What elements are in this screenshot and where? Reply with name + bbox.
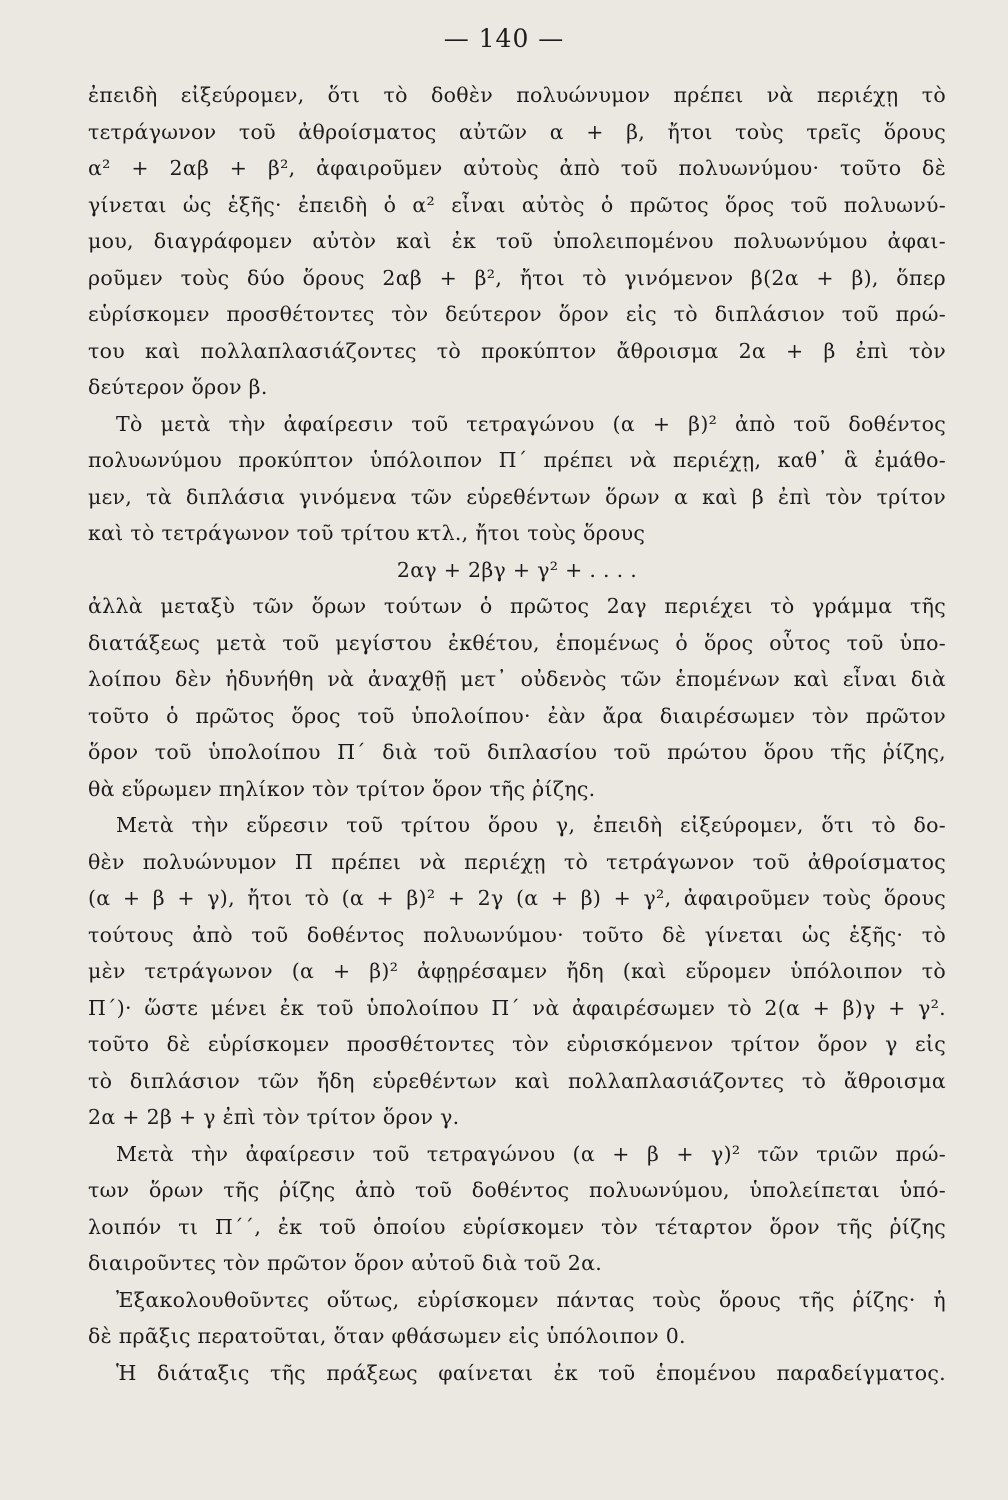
text-line: ὅρον τοῦ ὑπολοίπου Π΄ διὰ τοῦ διπλασίου τοῦ πρώτου ὅρου τῆς ῥίζης, — [88, 740, 946, 764]
text-line: α² + 2αβ + β², ἀφαιροῦμεν αὐτοὺς ἀπὸ τοῦ πολυωνύμου· τοῦτο δὲ — [88, 156, 946, 180]
page-number: — 140 — — [443, 24, 565, 53]
text-line: των ὅρων τῆς ῥίζης ἀπὸ τοῦ δοθέντος πολυωνύμου, ὑπολείπεται ὑπό- — [88, 1178, 946, 1202]
text-line: μὲν τετράγωνον (α + β)² ἀφῃρέσαμεν ἤδη (καὶ εὕρομεν ὑπόλοιπον τὸ — [88, 959, 946, 983]
text-line: τοῦτο δὲ εὑρίσκομεν προσθέτοντες τὸν εὑρισκόμενον τρίτον ὅρον γ εἰς — [88, 1032, 946, 1056]
text-line: θὲν πολυώνυμον Π πρέπει νὰ περιέχῃ τὸ τετράγωνον τοῦ ἀθροίσματος — [88, 849, 946, 874]
text-line: εὑρίσκομεν προσθέτοντες τὸν δεύτερον ὅρον εἰς τὸ διπλάσιον τοῦ πρώ- — [88, 302, 946, 326]
text-line: Π΄)· ὥστε μένει ἐκ τοῦ ὑπολοίπου Π΄ νὰ ἀφαιρέσωμεν τὸ 2(α + β)γ + γ². — [88, 995, 946, 1020]
formula-line: 2αγ + 2βγ + γ² + . . . . — [396, 557, 638, 582]
text-line: λοίπου δὲν ἠδυνήθη νὰ ἀναχθῇ μετ᾽ οὐδενὸς τῶν ἑπομένων καὶ εἶναι διὰ — [88, 667, 946, 691]
paragraph-start-line: Μετὰ τὴν εὕρεσιν τοῦ τρίτου ὅρου γ, ἐπειδὴ εἰξεύρομεν, ὅτι τὸ δο- — [116, 813, 946, 837]
text-line: δὲ πρᾶξις περατοῦται, ὅταν φθάσωμεν εἰς ὑπόλοιπον 0. — [88, 1324, 686, 1348]
text-line: θὰ εὕρωμεν πηλίκον τὸν τρίτον ὅρον τῆς ῥίζης. — [88, 776, 596, 801]
paragraph-start-line: Τὸ μετὰ τὴν ἀφαίρεσιν τοῦ τετραγώνου (α + β)² ἀπὸ τοῦ δοθέντος — [116, 411, 946, 436]
text-line: διατάξεως μετὰ τοῦ μεγίστου ἐκθέτου, ἑπομένως ὁ ὅρος οὗτος τοῦ ὑπο- — [88, 630, 946, 655]
text-line: τοῦτο ὁ πρῶτος ὅρος τοῦ ὑπολοίπου· ἐὰν ἄρα διαιρέσωμεν τὸν πρῶτον — [88, 703, 946, 728]
text-line: τὸ διπλάσιον τῶν ἤδη εὑρεθέντων καὶ πολλαπλασιάζοντες τὸ ἄθροισμα — [88, 1068, 946, 1093]
text-line: 2α + 2β + γ ἐπὶ τὸν τρίτον ὅρον γ. — [88, 1105, 460, 1129]
text-line: τετράγωνον τοῦ ἀθροίσματος αὐτῶν α + β, ἤτοι τοὺς τρεῖς ὅρους — [88, 119, 946, 144]
text-line: πολυωνύμου προκύπτον ὑπόλοιπον Π΄ πρέπει νὰ περιέχῃ, καθ᾽ ἃ ἐμάθο- — [88, 448, 946, 472]
text-line: μου, διαγράφομεν αὐτὸν καὶ ἐκ τοῦ ὑπολειπομένου πολυωνύμου ἀφαι- — [88, 229, 946, 253]
text-line: τούτους ἀπὸ τοῦ δοθέντος πολυωνύμου· τοῦτο δὲ γίνεται ὡς ἑξῆς· τὸ — [88, 922, 946, 947]
text-line: λοιπόν τι Π΄΄, ἐκ τοῦ ὁποίου εὑρίσκομεν τὸν τέταρτον ὅρον τῆς ῥίζης — [88, 1214, 946, 1239]
paragraph-start-line: Ἡ διάταξις τῆς πράξεως φαίνεται ἐκ τοῦ ἑπομένου παραδείγματος. — [116, 1360, 946, 1385]
text-line: ροῦμεν τοὺς δύο ὅρους 2αβ + β², ἤτοι τὸ γινόμενον β(2α + β), ὅπερ — [88, 265, 946, 290]
text-line: μεν, τὰ διπλάσια γινόμενα τῶν εὑρεθέντων ὅρων α καὶ β ἐπὶ τὸν τρίτον — [88, 484, 946, 509]
text-line: καὶ τὸ τετράγωνον τοῦ τρίτου κτλ., ἤτοι τοὺς ὅρους — [88, 521, 646, 545]
text-line: ἐπειδὴ εἰξεύρομεν, ὅτι τὸ δοθὲν πολυώνυμον πρέπει νὰ περιέχῃ τὸ — [88, 83, 946, 107]
paragraph-start-line: Μετὰ τὴν ἀφαίρεσιν τοῦ τετραγώνου (α + β + γ)² τῶν τριῶν πρώ- — [116, 1141, 946, 1166]
text-line: ἀλλὰ μεταξὺ τῶν ὅρων τούτων ὁ πρῶτος 2αγ περιέχει τὸ γράμμα τῆς — [88, 594, 946, 618]
paragraph-start-line: Ἐξακολουθοῦντες οὕτως, εὑρίσκομεν πάντας τοὺς ὅρους τῆς ῥίζης· ἡ — [116, 1287, 946, 1312]
text-line: (α + β + γ), ἤτοι τὸ (α + β)² + 2γ (α + β) + γ², ἀφαιροῦμεν τοὺς ὅρους — [88, 886, 946, 910]
text-line: γίνεται ὡς ἑξῆς· ἐπειδὴ ὁ α² εἶναι αὐτὸς ὁ πρῶτος ὅρος τοῦ πολυωνύ- — [88, 192, 946, 217]
text-line: του καὶ πολλαπλασιάζοντες τὸ προκύπτον ἄθροισμα 2α + β ἐπὶ τὸν — [88, 338, 946, 363]
text-line: διαιροῦντες τὸν πρῶτον ὅρον αὐτοῦ διὰ τοῦ 2α. — [88, 1251, 603, 1275]
text-line: δεύτερον ὅρον β. — [88, 375, 268, 399]
body-text — [88, 77, 946, 1391]
